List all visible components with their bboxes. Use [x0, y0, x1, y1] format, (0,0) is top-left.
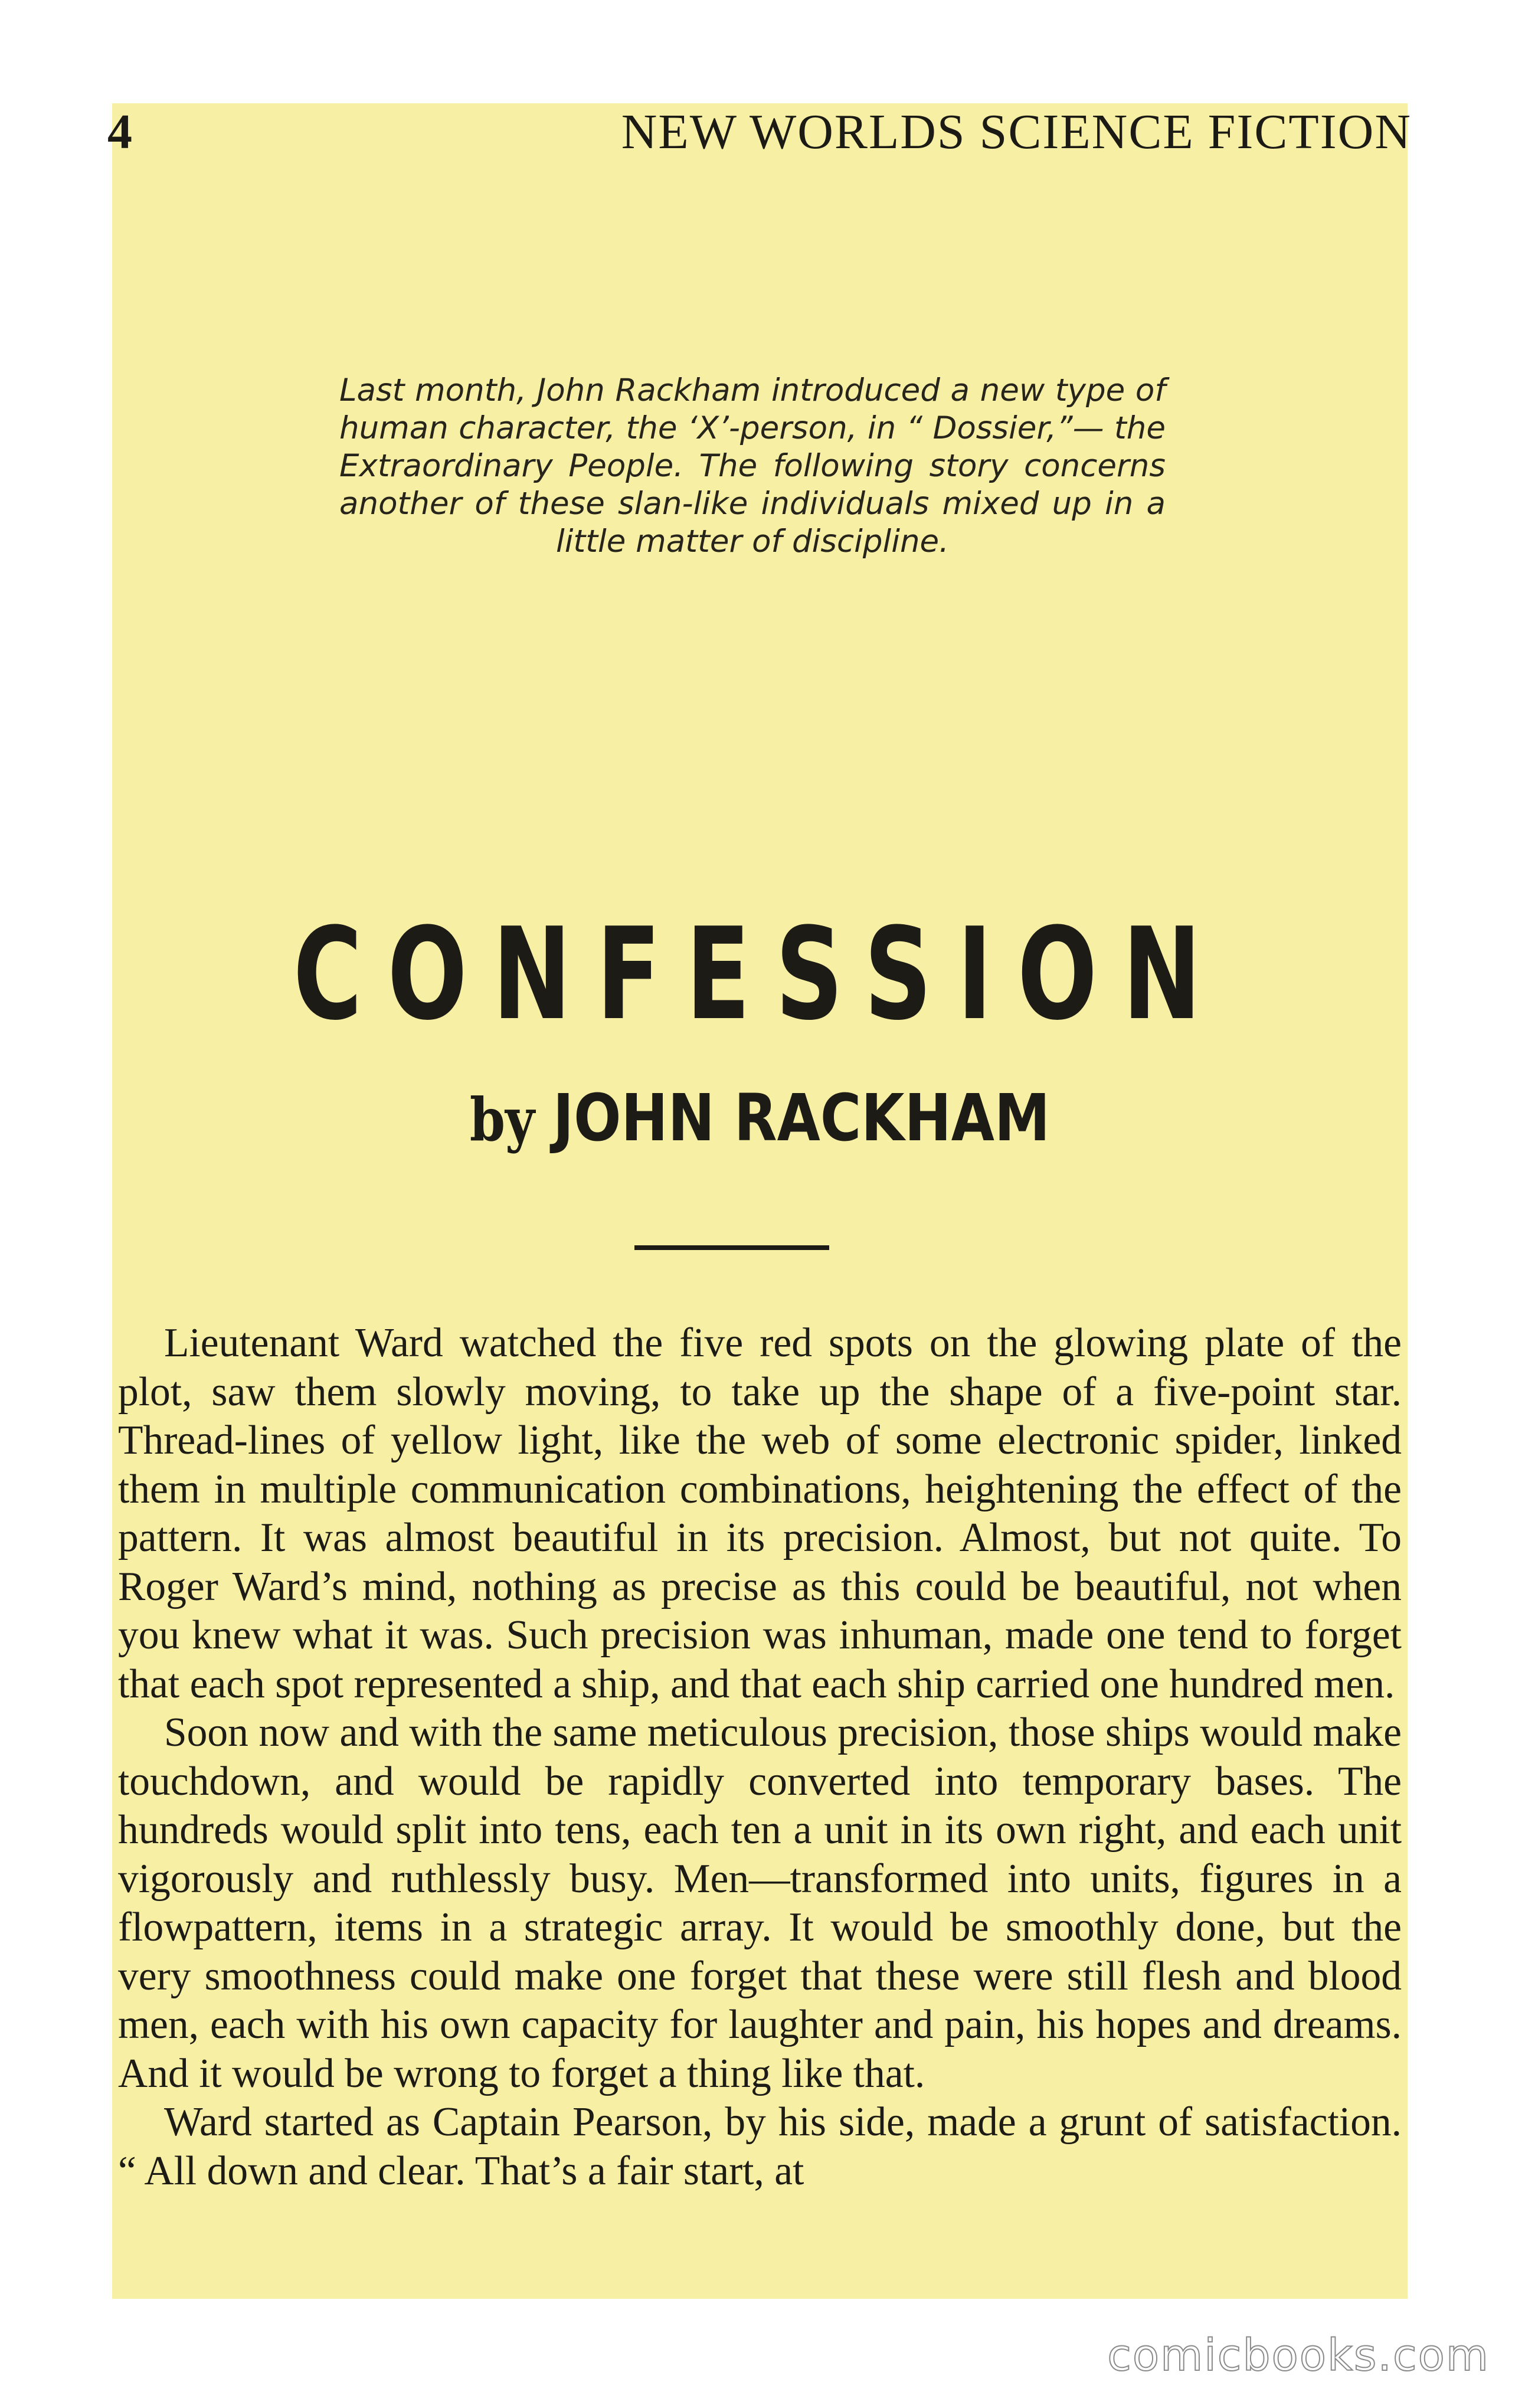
byline-by: by: [469, 1085, 535, 1154]
magazine-page: [107, 103, 1412, 2299]
author-name: JOHN RACKHAM: [552, 1080, 1051, 1156]
page-number: 4: [107, 104, 133, 159]
site-watermark: comicbooks.com: [1107, 2330, 1490, 2381]
story-title: CONFESSION: [293, 900, 1227, 1048]
paragraph-1: Lieutenant Ward watched the five red spots on the glowing plate of the plot, saw them slowly moving, to take up the shape of a five-point star. Thread-lines of yellow light, like the web of some electronic spider, linked them in multiple communication combinations, heightening the effect of the pattern. It was almost beautiful in its precision. Almost, but not quite. To Roger Ward’s mind, nothing as precise as this could be beautiful, not when you knew what it was. Such precision was inhuman, made one tend to forget that each spot represented a ship, and that each ship carried one hundred men.: [118, 1320, 1402, 1707]
running-title: NEW WORLDS SCIENCE FICTION: [621, 104, 1412, 159]
paragraph-3: Ward started as Captain Pearson, by his side, made a grunt of satisfaction. “ All down and clear. That’s a fair start, at: [118, 2099, 1402, 2194]
title-divider: [634, 1245, 829, 1250]
story-introduction: Last month, John Rackham introduced a new type of human character, the ‘X’-person, in “ Dossier,”— the Extraordinary People. The following story concerns another of these slan-like individuals mixed up in a little matter of discipline.: [339, 372, 1166, 560]
byline: [203, 1080, 1317, 1156]
paragraph-2: Soon now and with the same meticulous precision, those ships would make touchdown, and would be rapidly converted into temporary bases. The hundreds would split into tens, each ten a unit in its own right, and each unit vigorously and ruthlessly busy. Men—transformed into units, figures in a flowpattern, items in a strategic array. It would be smoothly done, but the very smoothness could make one forget that these were still flesh and blood men, each with his own capacity for laughter and pain, his hopes and dreams. And it would be wrong to forget a thing like that.: [118, 1710, 1402, 2096]
story-body: [118, 1319, 1402, 2196]
page-header: [107, 103, 1412, 168]
